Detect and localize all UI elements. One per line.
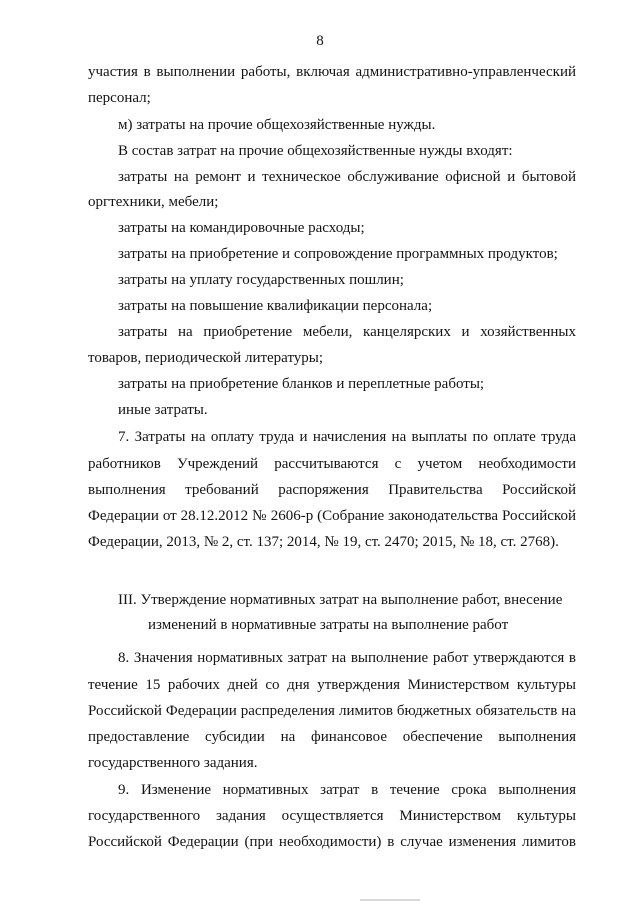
- text-line: Российской Федерации (при необходимости) в случае изменения лимитов: [88, 834, 576, 850]
- text-line: м) затраты на прочие общехозяйственные нужды.: [118, 117, 436, 133]
- text-line: оргтехники, мебели;: [88, 194, 219, 210]
- text-line: товаров, периодической литературы;: [88, 350, 324, 366]
- section-heading: III. Утверждение нормативных затрат на выполнение работ, внесение: [118, 592, 563, 608]
- text-line: участия в выполнении работы, включая административно-управленческий: [88, 64, 576, 80]
- text-line: 9. Изменение нормативных затрат в течение срока выполнения: [118, 782, 576, 798]
- text-line: затраты на ремонт и техническое обслуживание офисной и бытовой: [118, 169, 576, 185]
- text-line: государственного задания осуществляется Министерством культуры: [88, 808, 576, 824]
- text-line: затраты на командировочные расходы;: [118, 220, 365, 236]
- text-line: течение 15 рабочих дней со дня утверждения Министерством культуры: [88, 677, 576, 693]
- scan-artifact: [360, 899, 420, 901]
- text-line: затраты на приобретение мебели, канцелярских и хозяйственных: [118, 324, 576, 340]
- text-line: затраты на уплату государственных пошлин;: [118, 272, 404, 288]
- text-line: иные затраты.: [118, 402, 208, 418]
- text-line: В состав затрат на прочие общехозяйственные нужды входят:: [118, 143, 513, 159]
- text-line: Российской Федерации распределения лимитов бюджетных обязательств на: [88, 703, 576, 719]
- page-number: 8: [316, 33, 324, 49]
- text-line: выполнения требований распоряжения Правительства Российской: [88, 482, 576, 498]
- text-line: затраты на приобретение и сопровождение программных продуктов;: [118, 246, 558, 262]
- text-line: Федерации, 2013, № 2, ст. 137; 2014, № 19, ст. 2470; 2015, № 18, ст. 2768).: [88, 534, 559, 550]
- text-line: работников Учреждений рассчитываются с учетом необходимости: [88, 456, 576, 472]
- text-line: персонал;: [88, 90, 151, 106]
- text-line: затраты на повышение квалификации персонала;: [118, 298, 433, 314]
- text-line: 7. Затраты на оплату труда и начисления на выплаты по оплате труда: [118, 429, 576, 445]
- text-line: 8. Значения нормативных затрат на выполнение работ утверждаются в: [118, 650, 576, 666]
- text-line: затраты на приобретение бланков и переплетные работы;: [118, 376, 485, 392]
- text-line: Федерации от 28.12.2012 № 2606-р (Собрание законодательства Российской: [88, 508, 576, 524]
- text-line: государственного задания.: [88, 755, 258, 771]
- text-line: предоставление субсидии на финансовое обеспечение выполнения: [88, 729, 576, 745]
- section-heading: изменений в нормативные затраты на выполнение работ: [148, 617, 509, 633]
